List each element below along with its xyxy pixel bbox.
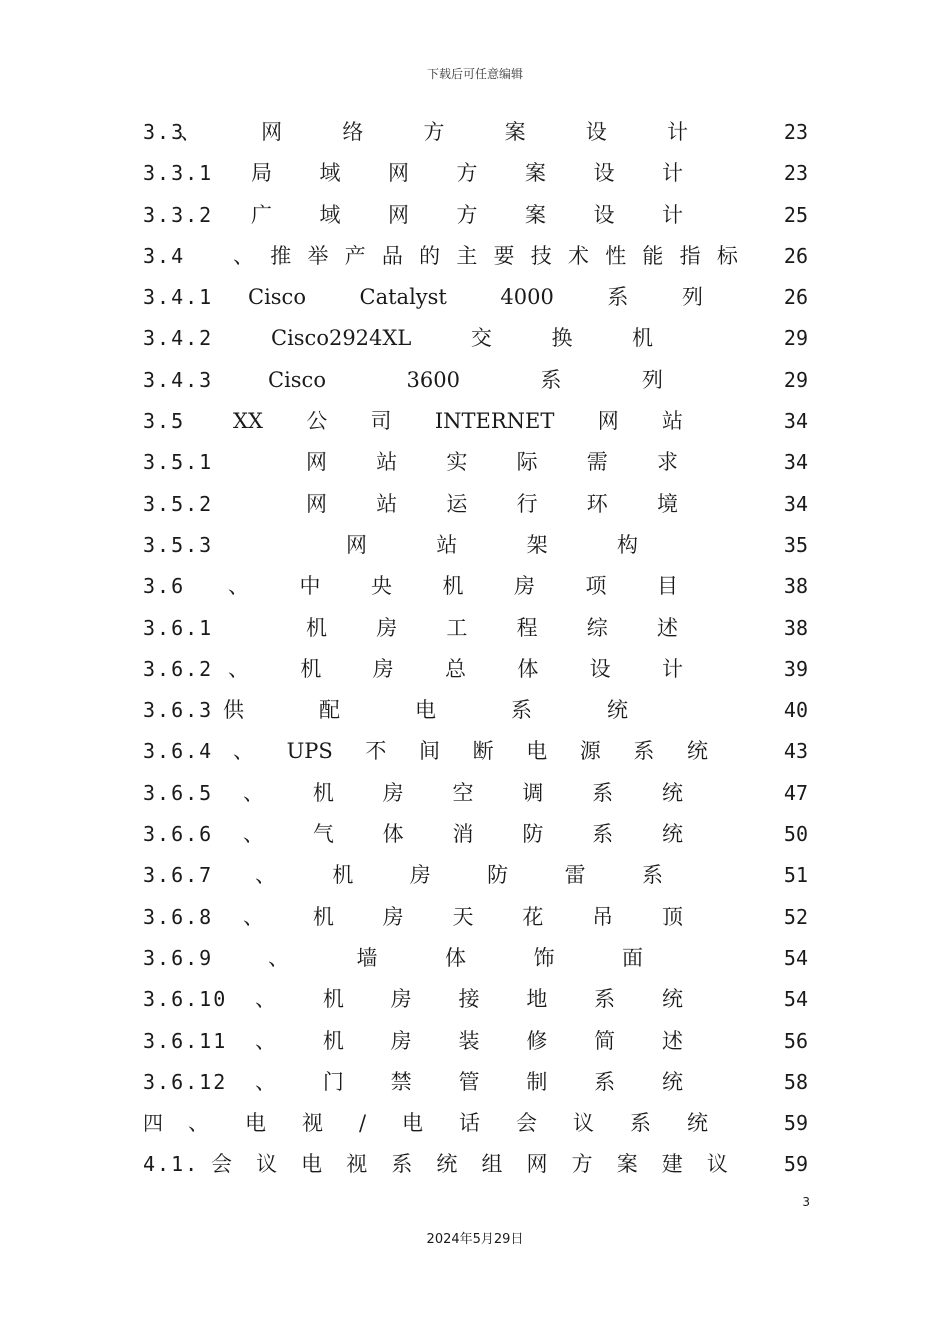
toc-title-segment: 、 [243, 780, 264, 805]
toc-title-segment: UPS [286, 739, 333, 764]
toc-entry-page: 38 [783, 615, 808, 640]
toc-title-segment: 房 [390, 1028, 412, 1053]
toc-title-segment: 换 [551, 326, 573, 351]
toc-title-segment: 系 [607, 285, 629, 310]
toc-entry[interactable] [143, 566, 808, 607]
toc-title-segment: 产 [344, 243, 366, 268]
toc-entry-number: 4.1. [143, 1152, 200, 1177]
toc-title-segment: 、 [180, 120, 201, 144]
toc-title-segment: 机 [322, 1028, 344, 1053]
toc-title-segment: Cisco [248, 285, 306, 310]
toc-title-segment: 不 [365, 739, 387, 764]
toc-title-segment: 议 [706, 1152, 728, 1177]
toc-entry-page: 54 [783, 987, 808, 1012]
page-number: 3 [802, 1195, 810, 1209]
toc-title-segment: 空 [452, 780, 474, 805]
toc-entry[interactable] [143, 1103, 808, 1144]
toc-title-segment: 方 [571, 1152, 593, 1177]
toc-title-segment: 消 [452, 822, 474, 847]
toc-entry-title [233, 236, 738, 277]
toc-title-segment: 机 [300, 656, 322, 681]
toc-title-segment: 体 [382, 822, 404, 847]
toc-title-segment: 际 [516, 450, 538, 475]
toc-title-segment: 源 [579, 739, 601, 764]
toc-title-segment: 电 [415, 698, 436, 723]
toc-title-segment: 简 [594, 1028, 616, 1053]
toc-title-segment: 机 [332, 863, 354, 888]
toc-entry-title [346, 525, 638, 566]
toc-title-segment: 网 [597, 409, 619, 434]
toc-title-segment: 中 [299, 574, 321, 599]
toc-title-segment: 统 [661, 822, 683, 847]
toc-title-segment: 会 [515, 1111, 537, 1136]
toc-title-segment: 系 [594, 1069, 616, 1094]
toc-entry[interactable] [143, 401, 808, 442]
toc-title-segment: 统 [661, 1069, 683, 1094]
toc-title-segment: 站 [376, 450, 398, 475]
toc-entry[interactable] [143, 855, 808, 896]
toc-title-segment: 体 [517, 656, 539, 681]
toc-entry-number: 3.3.2 [143, 202, 214, 227]
toc-entry-page: 59 [783, 1111, 808, 1136]
toc-title-segment: 网 [526, 1152, 548, 1177]
toc-title-segment: 墙 [356, 945, 378, 970]
toc-entry-number: 3.6.8 [143, 904, 214, 929]
toc-title-segment: 络 [342, 120, 364, 144]
toc-title-segment: 方 [456, 202, 478, 227]
toc-entry-page: 29 [783, 326, 808, 351]
toc-title-segment: 司 [370, 409, 392, 434]
toc-title-segment: 环 [586, 491, 608, 516]
toc-title-segment: 构 [616, 532, 638, 557]
toc-title-segment: 总 [444, 656, 466, 681]
toc-title-segment: 方 [456, 161, 478, 186]
toc-title-segment: 系 [592, 822, 614, 847]
toc-title-segment: 话 [459, 1111, 480, 1136]
toc-title-segment: 、 [233, 739, 254, 764]
toc-title-segment: 、 [228, 656, 249, 681]
toc-entry-page: 26 [783, 285, 808, 310]
toc-title-segment: 电 [301, 1152, 323, 1177]
toc-entry-page: 34 [783, 491, 808, 516]
toc-entry-title [255, 979, 683, 1020]
toc-entry-number: 3.6.2 [143, 656, 214, 681]
toc-entry-title [233, 401, 683, 442]
toc-title-segment: 系 [511, 698, 532, 723]
toc-title-segment: XX [233, 409, 263, 434]
toc-title-segment: / [358, 1111, 367, 1136]
toc-title-segment: 站 [376, 491, 398, 516]
toc-entry-title [228, 566, 678, 607]
toc-entry-number: 3.6.12 [143, 1069, 228, 1094]
toc-title-segment: 供 [223, 698, 244, 723]
toc-entry-page: 58 [783, 1069, 808, 1094]
toc-entry-number: 3.5.2 [143, 491, 214, 516]
toc-title-segment: 、 [243, 822, 264, 847]
toc-entry-number: 3.6.10 [143, 987, 228, 1012]
toc-entry-number: 3.6.1 [143, 615, 214, 640]
toc-entry-page: 25 [783, 202, 808, 227]
toc-entry-title [223, 690, 628, 731]
table-of-contents [143, 112, 808, 1186]
toc-title-segment: 机 [632, 326, 653, 351]
toc-title-segment: 站 [662, 409, 683, 434]
toc-entry-title [271, 318, 653, 359]
toc-title-segment: 推 [270, 243, 292, 268]
toc-title-segment: 述 [661, 1028, 683, 1053]
toc-title-segment: 需 [586, 450, 608, 475]
toc-title-segment: 机 [322, 987, 344, 1012]
toc-title-segment: 网 [261, 120, 283, 144]
toc-title-segment: 系 [391, 1152, 413, 1177]
toc-entry[interactable] [143, 236, 808, 277]
toc-entry-page: 47 [783, 780, 808, 805]
toc-title-segment: 架 [526, 532, 548, 557]
toc-entry-title [255, 855, 663, 896]
toc-title-segment: 气 [312, 822, 334, 847]
toc-title-segment: 制 [526, 1069, 548, 1094]
toc-title-segment: 系 [629, 1111, 651, 1136]
toc-title-segment: 视 [301, 1111, 323, 1136]
toc-title-segment: 设 [593, 202, 615, 227]
toc-entry-number: 3.6.3 [143, 698, 214, 723]
toc-title-segment: 装 [458, 1028, 480, 1053]
toc-entry-page: 59 [783, 1152, 808, 1177]
toc-entry[interactable] [143, 484, 808, 525]
toc-title-segment: 机 [312, 904, 334, 929]
toc-entry-title [233, 731, 708, 772]
toc-entry-page: 34 [783, 409, 808, 434]
toc-entry[interactable] [143, 1144, 808, 1185]
toc-entry[interactable] [143, 608, 808, 649]
toc-entry-number: 3.5 [143, 409, 186, 434]
toc-entry-title [306, 608, 678, 649]
toc-title-segment: 房 [390, 987, 412, 1012]
toc-title-segment: 网 [388, 161, 409, 186]
toc-entry-title [255, 1062, 683, 1103]
toc-title-segment: 会 [211, 1152, 232, 1177]
toc-entry-title [268, 360, 663, 401]
toc-title-segment: 系 [641, 863, 663, 888]
toc-entry[interactable] [143, 938, 808, 979]
toc-title-segment: 议 [256, 1152, 278, 1177]
toc-title-segment: 房 [372, 656, 394, 681]
toc-title-segment: 天 [452, 904, 474, 929]
toc-entry-number: 3.3 [143, 120, 186, 144]
toc-title-segment: 配 [319, 698, 340, 723]
toc-title-segment: 电 [244, 1111, 266, 1136]
toc-title-segment: 工 [446, 615, 468, 640]
toc-title-segment: 管 [458, 1069, 480, 1094]
toc-entry-title [243, 897, 683, 938]
toc-entry[interactable] [143, 649, 808, 690]
toc-entry-page: 56 [783, 1028, 808, 1053]
toc-entry-title [243, 773, 683, 814]
toc-title-segment: 统 [436, 1152, 458, 1177]
toc-entry-number: 3.6.9 [143, 945, 214, 970]
toc-entry[interactable] [143, 690, 808, 731]
toc-entry[interactable] [143, 1021, 808, 1062]
toc-title-segment: 境 [656, 491, 678, 516]
toc-title-segment: 电 [402, 1111, 424, 1136]
toc-title-segment: 项 [585, 574, 607, 599]
toc-title-segment: 机 [306, 615, 327, 640]
toc-title-segment: 设 [593, 161, 615, 186]
toc-entry[interactable] [143, 897, 808, 938]
toc-title-segment: 主 [456, 243, 478, 268]
toc-title-segment: 组 [481, 1152, 503, 1177]
toc-title-segment: 指 [679, 243, 701, 268]
toc-title-segment: INTERNET [434, 409, 555, 434]
toc-title-segment: 、 [268, 945, 289, 970]
toc-title-segment: 央 [371, 574, 392, 599]
toc-title-segment: 案 [616, 1152, 638, 1177]
toc-title-segment: 局 [251, 161, 272, 186]
toc-entry-title [255, 1021, 683, 1062]
toc-entry-page: 23 [783, 161, 808, 186]
toc-title-segment: 调 [522, 780, 544, 805]
toc-entry-number: 3.6 [143, 574, 186, 599]
toc-title-segment: 房 [514, 574, 535, 599]
toc-entry-number: 四 [143, 1111, 165, 1136]
toc-title-segment: 标 [716, 243, 738, 268]
toc-entry-page: 38 [783, 574, 808, 599]
toc-title-segment: 设 [585, 120, 607, 144]
toc-title-segment: 房 [376, 615, 398, 640]
toc-title-segment: 系 [540, 367, 562, 392]
toc-title-segment: 交 [470, 326, 492, 351]
toc-title-segment: 能 [642, 243, 664, 268]
toc-title-segment: 案 [525, 202, 546, 227]
toc-title-segment: 域 [319, 202, 341, 227]
toc-title-segment: 视 [346, 1152, 368, 1177]
toc-title-segment: 禁 [390, 1069, 412, 1094]
toc-title-segment: 公 [306, 409, 328, 434]
toc-entry-number: 3.6.4 [143, 739, 214, 764]
toc-title-segment: Cisco [268, 367, 326, 392]
toc-entry-title [211, 1144, 728, 1185]
toc-entry-number: 3.4.2 [143, 326, 214, 351]
toc-entry-title [248, 277, 703, 318]
toc-title-segment: 体 [445, 945, 466, 970]
toc-title-segment: 程 [516, 615, 538, 640]
toc-title-segment: 统 [661, 780, 683, 805]
toc-title-segment: Catalyst [359, 285, 447, 310]
toc-title-segment: 防 [522, 822, 544, 847]
toc-entry-page: 51 [783, 863, 808, 888]
toc-entry-page: 26 [783, 243, 808, 268]
toc-entry-number: 3.6.5 [143, 780, 214, 805]
toc-title-segment: 3600 [406, 367, 460, 392]
toc-entry-page: 43 [783, 739, 808, 764]
toc-entry-page: 29 [783, 367, 808, 392]
toc-entry[interactable] [143, 195, 808, 236]
toc-title-segment: 机 [312, 780, 334, 805]
toc-title-segment: 方 [423, 120, 445, 144]
toc-title-segment: 品 [381, 243, 403, 268]
toc-entry[interactable] [143, 112, 808, 153]
toc-title-segment: 花 [522, 904, 544, 929]
toc-title-segment: 修 [526, 1028, 548, 1053]
toc-title-segment: 、 [243, 904, 264, 929]
toc-title-segment: 顶 [661, 904, 683, 929]
toc-entry[interactable] [143, 277, 808, 318]
toc-title-segment: 网 [346, 532, 367, 557]
toc-title-segment: 机 [442, 574, 464, 599]
toc-entry-title [228, 649, 683, 690]
toc-title-segment: 、 [255, 1028, 276, 1053]
toc-title-segment: 、 [255, 1069, 276, 1094]
toc-entry[interactable] [143, 731, 808, 772]
toc-title-segment: 统 [607, 698, 628, 723]
toc-title-segment: 技 [530, 243, 552, 268]
toc-entry-title [243, 814, 683, 855]
toc-title-segment: 、 [255, 863, 276, 888]
toc-title-segment: 案 [504, 120, 526, 144]
page-header: 下载后可任意编辑 [426, 67, 523, 81]
toc-entry-page: 52 [783, 904, 808, 929]
toc-title-segment: 、 [228, 574, 249, 599]
toc-title-segment: 房 [409, 863, 431, 888]
toc-entry-number: 3.4 [143, 243, 186, 268]
toc-title-segment: 门 [322, 1069, 344, 1094]
toc-entry[interactable] [143, 814, 808, 855]
toc-title-segment: 述 [656, 615, 678, 640]
toc-title-segment: 运 [446, 491, 468, 516]
toc-entry[interactable] [143, 979, 808, 1020]
toc-title-segment: 设 [589, 656, 611, 681]
toc-title-segment: 电 [526, 739, 548, 764]
toc-entry-number: 3.5.1 [143, 450, 214, 475]
toc-entry-page: 54 [783, 945, 808, 970]
toc-entry[interactable] [143, 360, 808, 401]
toc-entry[interactable] [143, 1062, 808, 1103]
toc-title-segment: 目 [657, 574, 678, 599]
toc-entry-number: 3.6.11 [143, 1028, 228, 1053]
toc-title-segment: 统 [686, 1111, 708, 1136]
toc-title-segment: 间 [419, 739, 440, 764]
toc-entry-page: 40 [783, 698, 808, 723]
toc-entry-title [268, 938, 643, 979]
toc-entry[interactable] [143, 442, 808, 483]
toc-title-segment: 列 [681, 285, 703, 310]
toc-entry-title [251, 195, 683, 236]
toc-title-segment: 系 [592, 780, 614, 805]
toc-title-segment: 计 [661, 656, 683, 681]
toc-title-segment: 系 [594, 987, 616, 1012]
page-date: 2024年5月29日 [426, 1232, 524, 1247]
toc-entry-number: 3.5.3 [143, 532, 214, 557]
toc-title-segment: 面 [622, 945, 643, 970]
toc-title-segment: 、 [255, 987, 276, 1012]
toc-title-segment: 统 [686, 739, 708, 764]
toc-title-segment: 网 [306, 491, 327, 516]
toc-title-segment: 计 [662, 202, 683, 227]
toc-title-segment: 系 [633, 739, 655, 764]
toc-title-segment: 、 [233, 243, 254, 268]
toc-title-segment: 要 [493, 243, 515, 268]
toc-title-segment: 广 [251, 202, 272, 227]
toc-title-segment: 防 [487, 863, 509, 888]
toc-title-segment: 4000 [500, 285, 554, 310]
toc-title-segment: 、 [188, 1111, 209, 1136]
toc-title-segment: 计 [666, 120, 688, 144]
toc-entry[interactable] [143, 773, 808, 814]
toc-title-segment: 吊 [592, 904, 614, 929]
toc-entry-number: 3.6.6 [143, 822, 214, 847]
toc-entry-page: 50 [783, 822, 808, 847]
toc-entry[interactable] [143, 318, 808, 359]
toc-title-segment: Cisco2924XL [271, 326, 412, 351]
toc-entry-page: 39 [783, 656, 808, 681]
toc-title-segment: 求 [656, 450, 678, 475]
toc-entry-title [188, 1103, 708, 1144]
toc-title-segment: 雷 [564, 863, 586, 888]
toc-title-segment: 站 [436, 532, 458, 557]
toc-entry-number: 3.4.1 [143, 285, 214, 310]
toc-title-segment: 房 [382, 904, 404, 929]
toc-title-segment: 列 [641, 367, 663, 392]
toc-title-segment: 综 [586, 615, 608, 640]
toc-entry-title [180, 112, 688, 153]
toc-title-segment: 行 [516, 491, 538, 516]
toc-entry-number: 3.6.7 [143, 863, 214, 888]
toc-title-segment: 术 [567, 243, 589, 268]
toc-entry-number: 3.4.3 [143, 367, 214, 392]
toc-title-segment: 性 [605, 243, 627, 268]
toc-title-segment: 案 [525, 161, 546, 186]
toc-entry-title [306, 484, 678, 525]
toc-entry-page: 34 [783, 450, 808, 475]
toc-title-segment: 议 [572, 1111, 594, 1136]
toc-title-segment: 实 [446, 450, 468, 475]
toc-entry-page: 23 [783, 120, 808, 144]
toc-title-segment: 举 [307, 243, 329, 268]
toc-title-segment: 的 [419, 243, 441, 268]
toc-title-segment: 房 [382, 780, 404, 805]
toc-entry-number: 3.3.1 [143, 161, 214, 186]
toc-title-segment: 断 [472, 739, 494, 764]
toc-title-segment: 网 [306, 450, 327, 475]
toc-title-segment: 统 [661, 987, 683, 1012]
toc-entry-page: 35 [783, 532, 808, 557]
toc-entry[interactable] [143, 525, 808, 566]
toc-entry-title [306, 442, 678, 483]
toc-entry-title [251, 153, 683, 194]
toc-title-segment: 建 [661, 1152, 683, 1177]
toc-title-segment: 地 [526, 987, 548, 1012]
toc-title-segment: 网 [388, 202, 409, 227]
toc-title-segment: 饰 [533, 945, 555, 970]
toc-title-segment: 接 [458, 987, 480, 1012]
toc-title-segment: 计 [662, 161, 683, 186]
toc-entry[interactable] [143, 153, 808, 194]
toc-title-segment: 域 [319, 161, 341, 186]
